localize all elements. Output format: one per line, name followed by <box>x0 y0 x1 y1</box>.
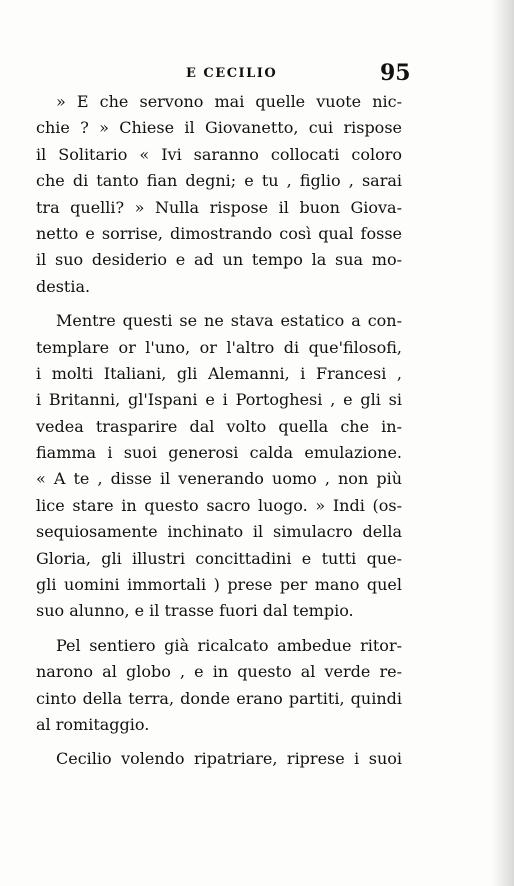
text-line: il suo desiderio e ad un tempo la sua mo- <box>36 250 402 270</box>
text-line: sequiosamente inchinato il simulacro della <box>36 522 402 542</box>
text-line: « A te , disse il venerando uomo , non più <box>36 469 402 489</box>
text-line: Mentre questi se ne stava estatico a con- <box>56 311 402 331</box>
page-number: 95 <box>380 60 411 86</box>
text-line: Cecilio volendo ripatriare, riprese i suoi <box>56 749 402 769</box>
paragraph-2 <box>36 308 402 625</box>
text-line: cinto della terra, donde erano partiti, quindi <box>36 688 402 708</box>
page-edge-shadow <box>492 0 514 886</box>
paragraph-4 <box>36 746 402 772</box>
running-head: E CECILIO <box>186 66 278 81</box>
text-line: che di tanto fian degni; e tu , figlio , sarai <box>36 171 402 191</box>
text-line: i molti Italiani, gli Alemanni, i Francesi , <box>36 363 402 383</box>
text-line: i Britanni, gl'Ispani e i Portoghesi , e gli si <box>36 390 402 410</box>
page-header <box>0 60 514 90</box>
body-text <box>36 89 402 773</box>
text-line: tra quelli? » Nulla rispose il buon Giova- <box>36 197 402 217</box>
text-line: Gloria, gli illustri concittadini e tutti que- <box>36 548 402 568</box>
paragraph-1 <box>36 89 402 300</box>
text-line: il Solitario « Ivi saranno collocati coloro <box>36 144 402 164</box>
text-line: chie ? » Chiese il Giovanetto, cui rispose <box>36 118 402 138</box>
text-line: vedea trasparire dal volto quella che in- <box>36 416 402 436</box>
text-line: Pel sentiero già ricalcato ambedue ritor- <box>56 635 402 655</box>
text-line: suo alunno, e il trasse fuori dal tempio. <box>36 601 354 621</box>
text-line: gli uomini immortali ) prese per mano quel <box>36 575 402 595</box>
text-line: narono al globo , e in questo al verde re- <box>36 662 402 682</box>
text-line: fiamma i suoi generosi calda emulazione. <box>36 443 402 463</box>
text-line: » E che servono mai quelle vuote nic- <box>56 92 402 111</box>
text-line: al romitaggio. <box>36 714 150 734</box>
text-line: destia. <box>36 276 91 296</box>
text-line: lice stare in questo sacro luogo. » Indi (os- <box>36 495 402 515</box>
text-line: templare or l'uno, or l'altro di que'filosofi, <box>36 337 402 357</box>
text-line: netto e sorrise, dimostrando così qual fosse <box>36 223 402 243</box>
paragraph-3 <box>36 633 402 739</box>
